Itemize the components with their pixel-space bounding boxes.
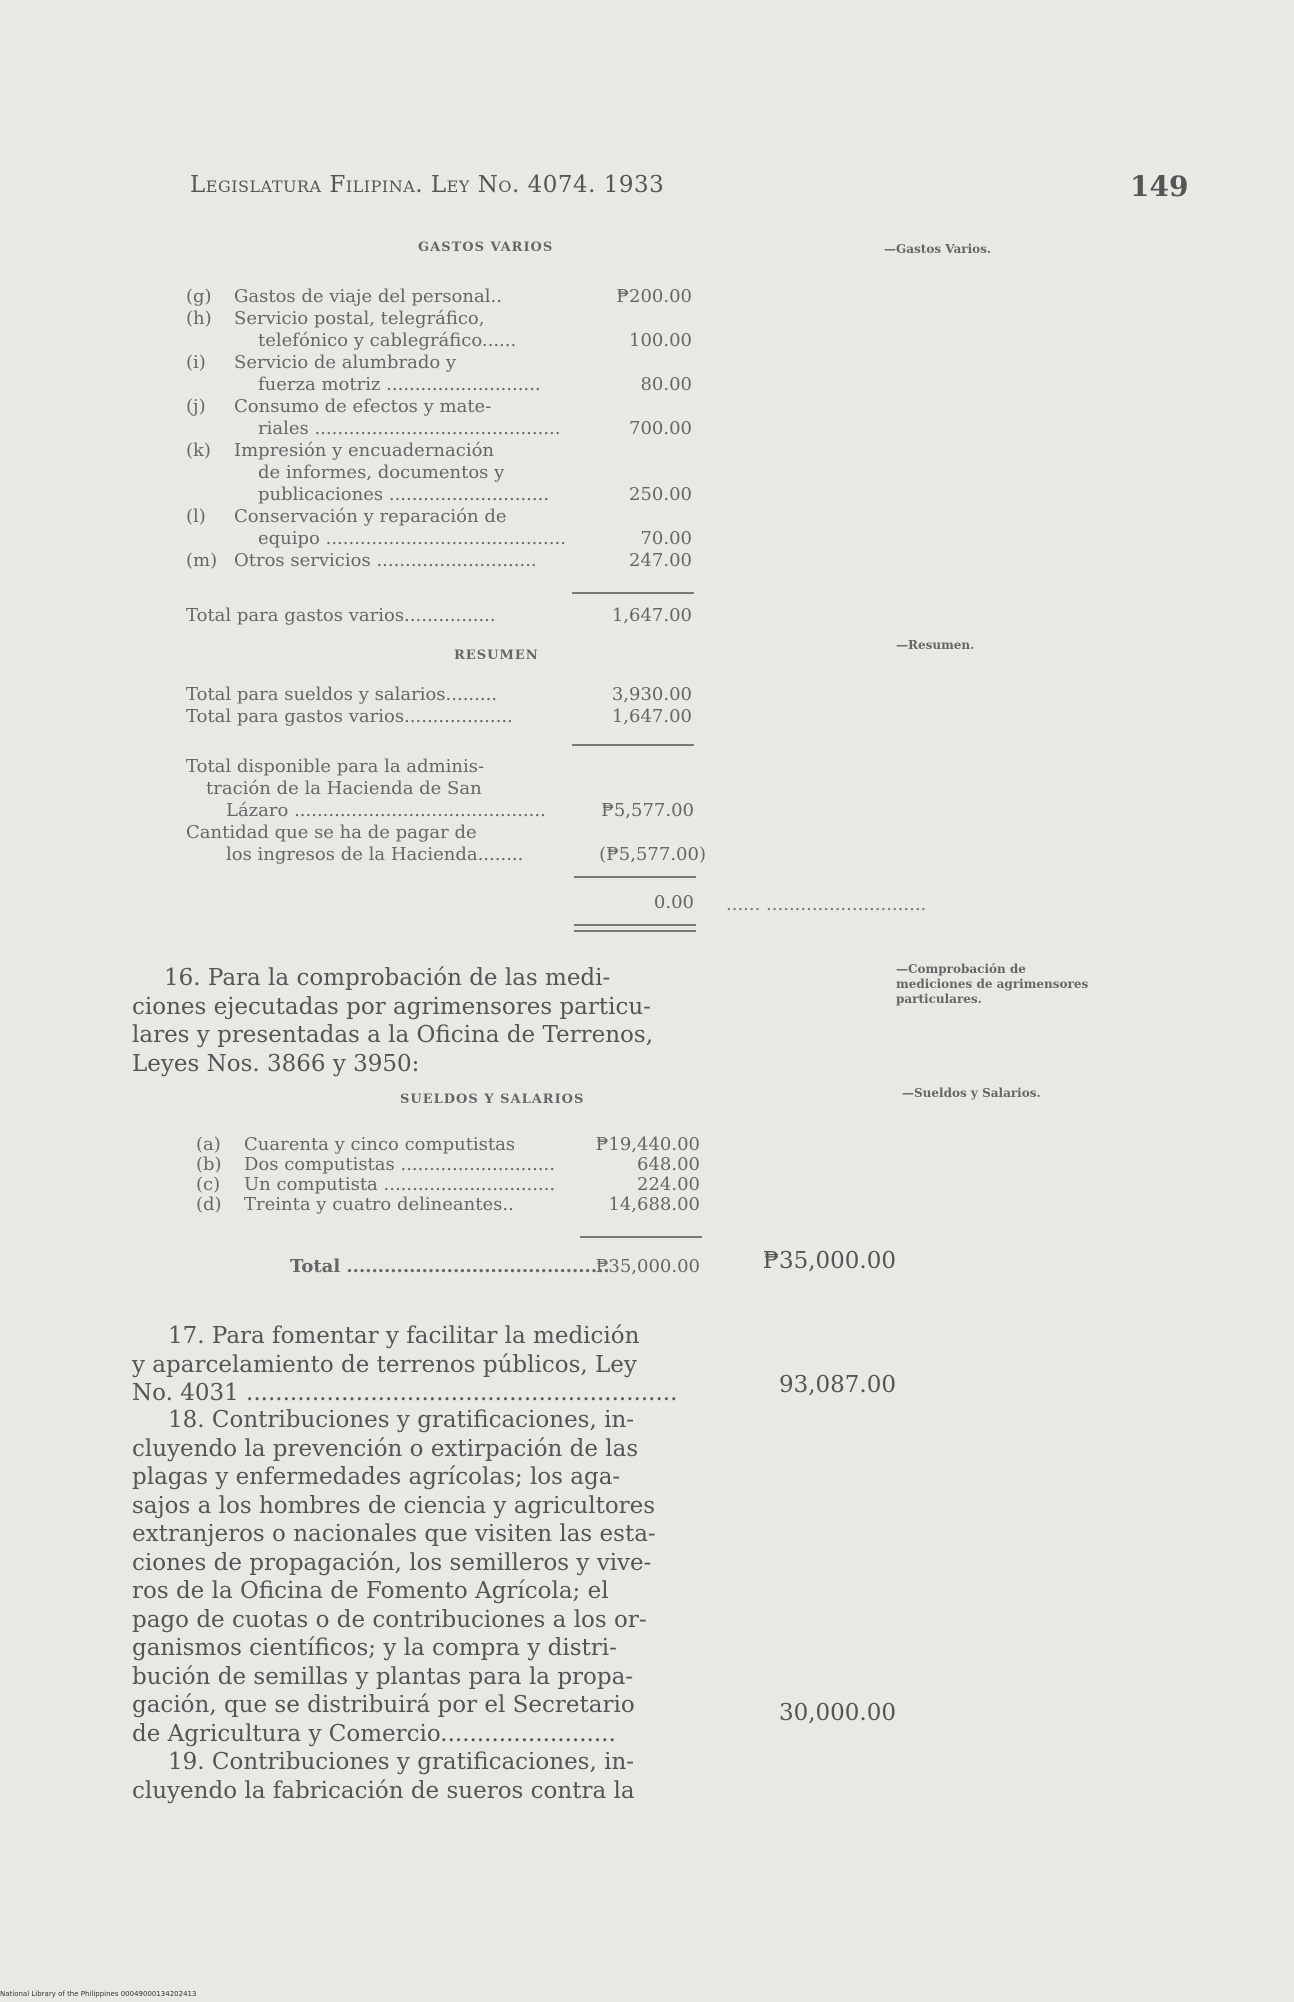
gastos-item-letter: (i) [186,352,206,373]
resumen-disponible-line-3: Lázaro ............................................ [226,800,546,821]
item18-line: plagas y enfermedades agrícolas; los aga- [132,1464,621,1490]
gastos-total-amount: 1,647.00 [611,605,692,626]
resumen-rule [572,744,694,746]
resumen-sueldos-amount: 3,930.00 [611,684,692,705]
sueldos-row-label: Dos computistas ........................... [244,1154,555,1175]
item16-appropriation: ₱35,000.00 [762,1248,896,1274]
gastos-item-amount: 70.00 [640,528,692,549]
sueldos-row-amount: 14,688.00 [608,1194,700,1215]
item18-line: ganismos científicos; y la compra y distri- [132,1635,617,1661]
item17-line-2: y aparcelamiento de terrenos públicos, Ley [132,1351,637,1378]
resumen-gastos-amount: 1,647.00 [611,706,692,727]
item16-margin-note: —Comprobación de mediciones de agrimensores particulares. [896,962,1089,1006]
gastos-item-letter: (h) [186,308,212,329]
resumen-heading: RESUMEN [454,648,539,663]
resumen-gastos-label: Total para gastos varios................... [186,706,513,727]
item17-paragraph [132,1322,760,1408]
item19-line-1: 19. Contribuciones y gratificaciones, in- [168,1749,635,1775]
sueldos-row-amount: 648.00 [637,1154,700,1175]
item18-appropriation: 30,000.00 [778,1700,896,1726]
sueldos-row-amount: ₱19,440.00 [595,1134,700,1155]
gastos-item-amount: 250.00 [629,484,692,505]
sueldos-row-label: Un computista .............................. [244,1174,556,1195]
gastos-item-text: Gastos de viaje del personal.. [234,286,502,307]
gastos-item-text: Conservación y reparación de [234,506,507,527]
resumen-net-amount: 0.00 [653,892,694,913]
resumen-pagar-line-1: Cantidad que se ha de pagar de [186,822,477,843]
item19-line-2: cluyendo la fabricación de sueros contra la [132,1777,635,1804]
gastos-margin-note: —Gastos Varios. [884,242,992,256]
resumen-pagar-amount: (₱5,577.00) [599,844,706,865]
page-number: 149 [1130,170,1189,203]
gastos-heading: GASTOS VARIOS [418,240,554,255]
resumen-pagar-line-2: los ingresos de la Hacienda........ [226,844,524,865]
resumen-margin-note: —Resumen. [896,638,975,652]
item18-line: bución de semillas y plantas para la propa- [132,1663,634,1690]
item16-line-1: 16. Para la comprobación de las medi- [164,965,611,991]
sueldos-row-amount: 224.00 [637,1174,700,1195]
sueldos-row-letter: (d) [196,1194,222,1215]
gastos-item-text: de informes, documentos y [258,462,505,483]
resumen-net-rule [574,876,696,878]
item18-line: extranjeros o nacionales que visiten las esta- [132,1521,656,1547]
sueldos-row-letter: (c) [196,1174,221,1195]
gastos-total-label: Total para gastos varios................ [186,605,496,626]
sueldos-margin-note: —Sueldos y Salarios. [902,1086,1041,1100]
sueldos-heading: SUELDOS Y SALARIOS [400,1092,585,1107]
item18-line: ros de la Oficina de Fomento Agrícola; el [132,1578,609,1604]
gastos-item-amount: ₱200.00 [616,286,692,307]
gastos-item-text: fuerza motriz ........................... [258,374,541,395]
gastos-item-amount: 700.00 [629,418,692,439]
item18-line: pago de cuotas o de contribuciones a los or- [132,1606,647,1633]
gastos-item-text: Servicio de alumbrado y [234,352,457,373]
gastos-item-text: Otros servicios ............................ [234,550,537,571]
gastos-item-text: publicaciones ............................ [258,484,550,505]
item18-line: gación, que se distribuirá por el Secretario [132,1692,635,1718]
gastos-item-text: telefónico y cablegráfico...... [258,330,517,351]
sueldos-row-label: Treinta y cuatro delineantes.. [244,1194,514,1215]
gastos-subtotal-rule [572,592,694,594]
gastos-item-letter: (m) [186,550,218,571]
sueldos-total-amount: ₱35,000.00 [595,1256,700,1277]
item16-paragraph [132,964,760,1078]
item17-line-3: No. 4031 ........................................................... [132,1380,678,1406]
resumen-disponible-line-1: Total disponible para la adminis- [186,756,485,777]
gastos-item-amount: 80.00 [640,374,692,395]
gastos-item-letter: (l) [186,506,206,527]
gastos-item-text: Servicio postal, telegráfico, [234,308,485,329]
item17-line-1: 17. Para fomentar y facilitar la medición [168,1323,640,1349]
running-header: Legislatura Filipina. Ley No. 4074. 1933 [190,172,665,198]
item18-paragraph [132,1406,760,1748]
sueldos-rule [580,1236,702,1238]
item18-line: ciones de propagación, los semilleros y vive- [132,1549,652,1576]
gastos-item-text: riales ........................................... [258,418,561,439]
gastos-item-letter: (j) [186,396,206,417]
resumen-net-leader: ...... ............................ [726,894,927,915]
item18-line: cluyendo la prevención o extirpación de las [132,1435,639,1462]
gastos-item-text: Consumo de efectos y mate- [234,396,492,417]
gastos-item-letter: (g) [186,286,212,307]
item16-line-4: Leyes Nos. 3866 y 3950: [132,1050,420,1077]
resumen-sueldos-label: Total para sueldos y salarios......... [186,684,498,705]
gastos-item-text: equipo .......................................... [258,528,566,549]
resumen-disponible-line-2: tración de la Hacienda de San [206,778,482,799]
item18-line: 18. Contribuciones y gratificaciones, in- [168,1407,635,1433]
gastos-item-amount: 100.00 [629,330,692,351]
item16-line-3: lares y presentadas a la Oficina de Terrenos, [132,1022,654,1048]
sueldos-row-label: Cuarenta y cinco computistas [244,1134,516,1155]
gastos-item-letter: (k) [186,440,211,461]
item19-paragraph [132,1748,760,1805]
double-rule-bottom [574,930,696,932]
resumen-disponible-amount: ₱5,577.00 [601,800,694,821]
item18-line: de Agricultura y Comercio........................ [132,1720,616,1747]
sueldos-row-letter: (a) [196,1134,221,1155]
gastos-item-amount: 247.00 [629,550,692,571]
sueldos-total-label: Total .......................................... [290,1256,610,1277]
gastos-item-text: Impresión y encuadernación [234,440,495,461]
double-rule-top [574,924,696,926]
item18-line: sajos a los hombres de ciencia y agricultores [132,1492,656,1519]
item16-line-2: ciones ejecutadas por agrimensores particu- [132,993,651,1020]
sueldos-row-letter: (b) [196,1154,222,1175]
item17-appropriation: 93,087.00 [778,1372,896,1398]
scan-footer: National Library of the Philippines 00049000134202413 [0,1990,197,1998]
